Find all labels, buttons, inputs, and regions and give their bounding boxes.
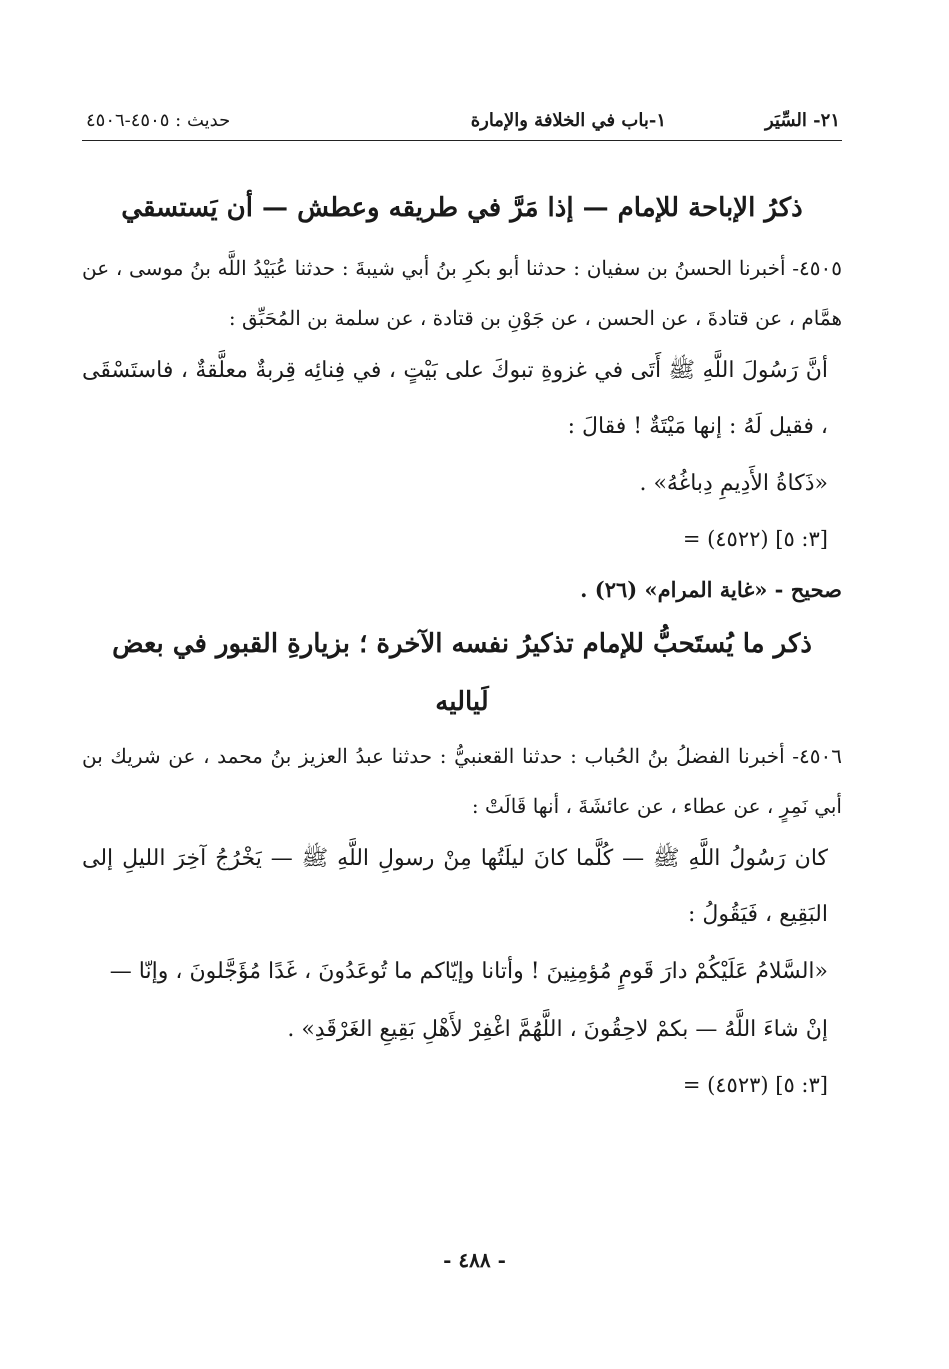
page xyxy=(82,100,842,1111)
chapter-title: ١-باب في الخلافة والإمارة xyxy=(470,110,666,131)
prophetic-quote: «ذَكاةُ الأَدِيمِ دِباغُهُ» . xyxy=(639,471,828,496)
hadith-grading: صحيح - «غاية المرام» (٢٦) . xyxy=(580,577,842,602)
hadith-isnad: ٤٥٠٥- أخبرنا الحسنُ بن سفيان : حدثنا أبو بكرِ بنُ أبي شيبةَ : حدثنا عُبَيْدُ اللَّه بنُ موسى ، عن همَّام ، عن قتادةَ ، عن الحسن ، عن جَوْنِ بن قتادة ، عن سلمة بن المُحَبِّق : xyxy=(82,256,842,330)
book-section-title: ٢١- السِّيَر xyxy=(765,110,840,131)
hadith-range: حديث : ٤٥٠٥-٤٥٠٦ xyxy=(86,110,231,131)
hadith-matn: أنَّ رَسُولَ اللَّهِ ﷺ أَتَى في غزوةِ تبوكَ على بَيْتٍ ، في فِنائِه قِربةٌ معلَّقةٌ ، فاستَسْقَى ، فقيل لَهُ : إنها مَيْتَةٌ ! فقالَ : xyxy=(82,358,828,439)
hadith-matn: كان رَسُولُ اللَّهِ ﷺ — كُلَّما كانَ ليلَتُها مِنْ رسولِ اللَّهِ ﷺ — يَخْرُجُ آخِرَ الليلِ إلى البَقِيع ، فَيَقُولُ : xyxy=(82,846,828,927)
section-heading: ذكر ما يُستَحبُّ للإمام تذكيرُ نفسه الآخرة ؛ بزيارةِ القبور في بعض لَياليه xyxy=(112,629,812,717)
hadith-isnad: ٤٥٠٦- أخبرنا الفضلُ بنُ الحُباب : حدثنا القعنبيُّ : حدثنا عبدُ العزيز بنُ محمد ، عن شريك بن أبي نَمِرٍ ، عن عطاء ، عن عائشَةَ ، أنها قَالَتْ : xyxy=(82,744,842,818)
section-4506 xyxy=(82,615,842,1111)
cross-reference: = (٤٥٢٣) [٣: ٥] xyxy=(682,1073,828,1097)
cross-reference: = (٤٥٢٢) [٣: ٥] xyxy=(682,527,828,551)
section-4505 xyxy=(82,179,842,615)
running-header xyxy=(82,100,842,141)
section-heading: ذكرُ الإباحة للإمام — إذا مَرَّ في طريقه وعطش — أن يَستسقي xyxy=(121,193,803,223)
page-number: - ٤٨٨ - xyxy=(443,1248,506,1272)
prophetic-quote: «السَّلامُ عَلَيْكُمْ دارَ قَومٍ مُؤمِنِينَ ! وأتانا وإيّاكم ما تُوعَدُونَ ، غَدًا مُؤَجَّلونَ ، وإنّا — إنْ شاءَ اللَّهُ — بكمْ لاحِقُونَ ، اللَّهُمَّ اغْفِرْ لأَهْلِ بَقِيعِ الغَرْقَدِ» . xyxy=(109,959,828,1042)
